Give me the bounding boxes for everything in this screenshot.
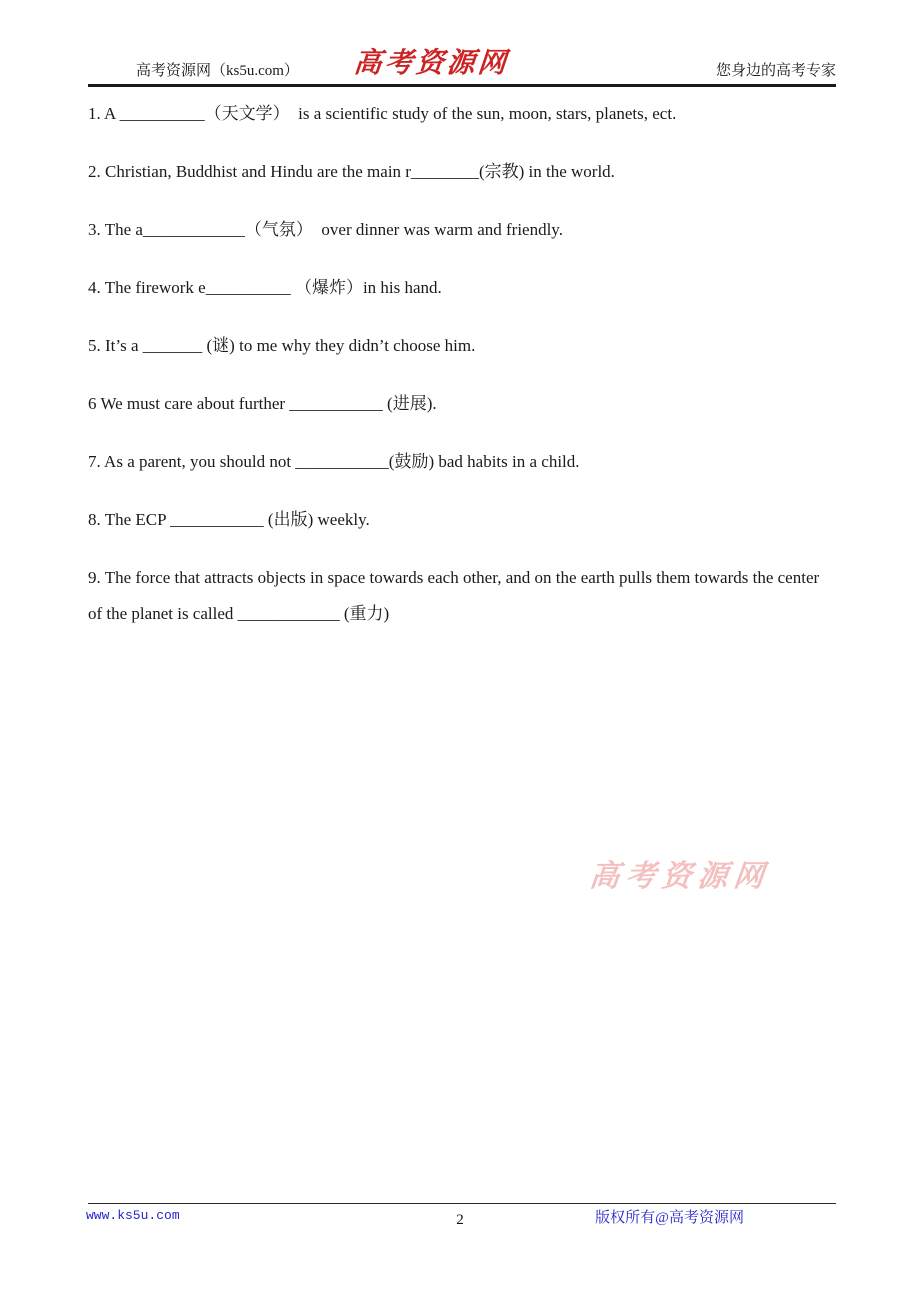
footer-divider [88,1203,836,1204]
question-item: 4. The firework e__________ （爆炸）in his hand. [88,278,442,297]
site-logo: 高考资源网 [352,48,511,79]
question-item: 1. A __________（天文学） is a scientific study of the sun, moon, stars, planets, ect. [88,104,677,123]
header-site-name: 高考资源网（ks5u.com） [136,63,299,79]
question-list [88,96,836,654]
header-slogan: 您身边的高考专家 [715,63,836,79]
header-divider [88,84,836,87]
question-item: 9. The force that attracts objects in space towards each other, and on the earth pulls them towards the center of the planet is called ____________ (重力) [88,568,824,623]
footer-site-link[interactable]: www.ks5u.com [86,1208,180,1223]
page-header [88,0,836,84]
page-number: 2 [456,1212,464,1228]
question-item: 2. Christian, Buddhist and Hindu are the main r________(宗教) in the world. [88,162,615,181]
question-item: 5. It’s a _______ (谜) to me why they didn’t choose him. [88,336,476,355]
question-item: 6 We must care about further ___________ (进展). [88,394,437,413]
question-item: 7. As a parent, you should not ___________(鼓励) bad habits in a child. [88,452,580,471]
question-item: 3. The a____________（气氛） over dinner was warm and friendly. [88,220,563,239]
question-item: 8. The ECP ___________ (出版) weekly. [88,510,370,529]
footer-copyright: 版权所有@高考资源网 [595,1210,744,1226]
watermark-logo: 高考资源网 [587,860,772,893]
